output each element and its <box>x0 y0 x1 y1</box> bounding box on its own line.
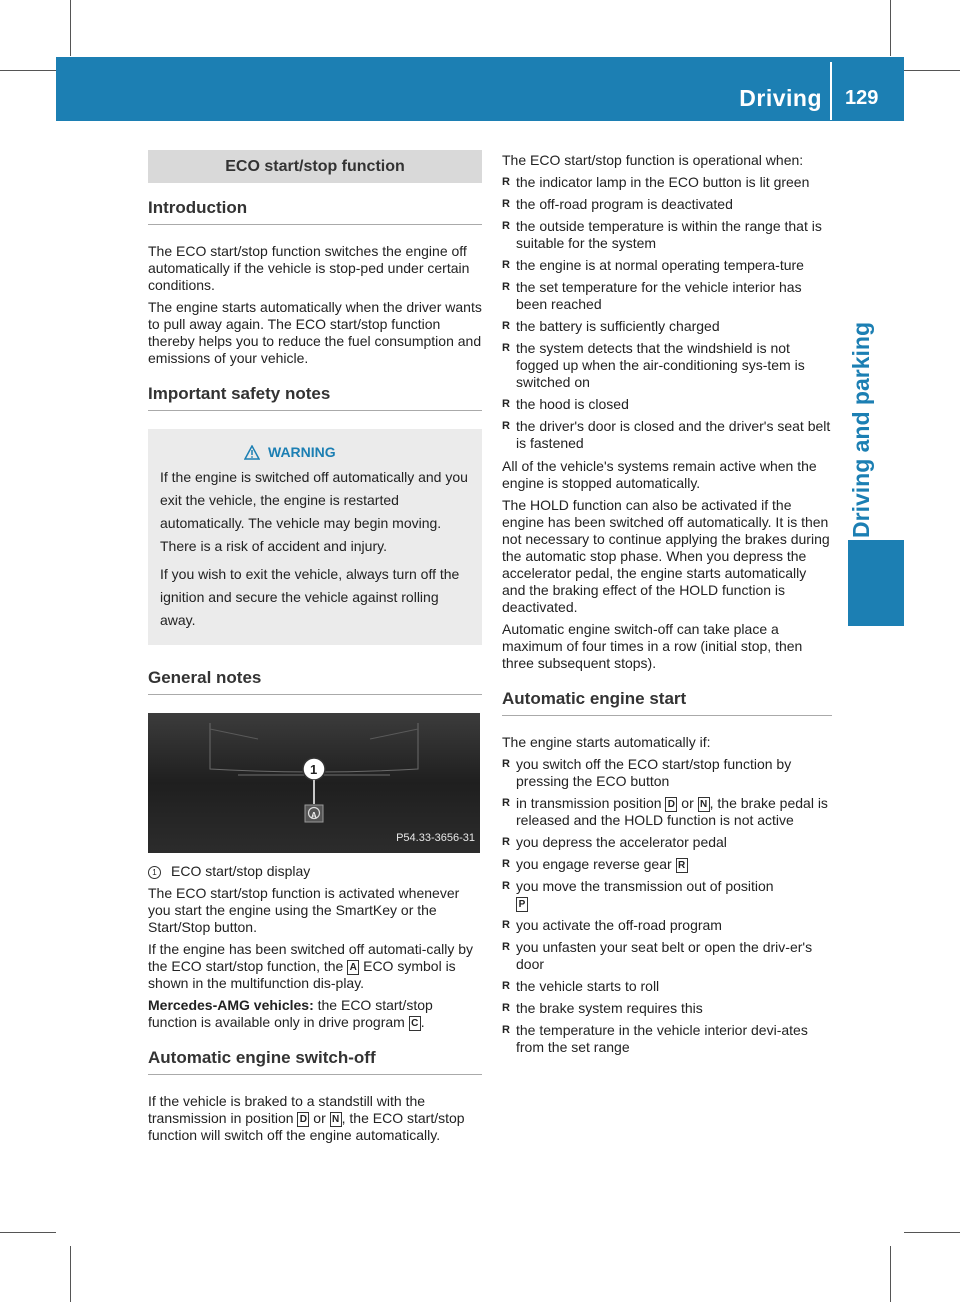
start-list <box>502 756 832 1056</box>
heading-safety-notes: Important safety notes <box>148 385 482 411</box>
hold-paragraph: The HOLD function can also be activated if the engine has been switched off automatically. It is then not necessary to continue applying the brakes during the automatic stop phase. When you depress the accelerator pedal, the engine starts automatically and the braking effect of the HOLD function is deactivated. <box>502 497 830 615</box>
operational-intro: The ECO start/stop function is operational when: <box>502 152 804 168</box>
section-title: ECO start/stop function <box>148 150 482 183</box>
eco-symbol-key: A <box>347 960 359 975</box>
right-column <box>502 152 832 1062</box>
list-item: R the system detects that the windshield is not fogged up when the air-conditioning sys-tem is switched on <box>502 340 832 391</box>
heading-engine-start: Automatic engine start <box>502 690 832 716</box>
warning-title: WARNING <box>160 441 470 464</box>
image-reference: P54.33-3656-31 <box>396 832 475 844</box>
max-stops-paragraph: Automatic engine switch-off can take place a maximum of four times in a row (initial stop, then three subsequent stops). <box>502 621 803 671</box>
list-item: R the hood is closed <box>502 396 832 413</box>
crop-mark <box>890 0 891 56</box>
list-item: R you unfasten your seat belt or open the driv-er's door <box>502 939 832 973</box>
callout-marker: 1 <box>148 866 161 879</box>
image-callout-number: 1 <box>310 762 318 777</box>
list-item: R the set temperature for the vehicle interior has been reached <box>502 279 832 313</box>
operational-list <box>502 174 832 452</box>
gear-p-key: P <box>516 897 528 912</box>
list-item: R the battery is sufficiently charged <box>502 318 832 335</box>
list-item: R the vehicle starts to roll <box>502 978 832 995</box>
heading-general-notes: General notes <box>148 669 482 695</box>
general-paragraph-2: If the engine has been switched off automati-cally by the ECO start/stop function, the A ECO symbol is shown in the multifunction dis-play. <box>148 941 474 991</box>
list-item: R the outside temperature is within the range that is suitable for the system <box>502 218 832 252</box>
general-paragraph-1: The ECO start/stop function is activated whenever you start the engine using the SmartKey or the Start/Stop button. <box>148 885 460 935</box>
gear-r-key: R <box>676 858 688 873</box>
active-systems-paragraph: All of the vehicle's systems remain active when the engine is stopped automatically. <box>502 458 817 491</box>
callout-caption: 1 ECO start/stop display <box>148 863 482 880</box>
crop-mark <box>70 0 71 56</box>
gear-d-key: D <box>297 1112 309 1127</box>
side-tab-marker <box>848 540 904 626</box>
list-item: R the driver's door is closed and the driver's seat belt is fastened <box>502 418 832 452</box>
intro-paragraph-2: The engine starts automatically when the driver wants to pull away again. The ECO start/stop function thereby helps you to reduce the fuel consumption and emissions of your vehicle. <box>148 299 482 366</box>
start-intro: The engine starts automatically if: <box>502 734 711 750</box>
list-item: R you activate the off-road program <box>502 917 832 934</box>
warning-triangle-icon <box>244 445 260 460</box>
crop-mark <box>890 1246 891 1302</box>
crop-mark <box>904 70 960 71</box>
list-item: R you engage reverse gear R <box>502 856 832 873</box>
gear-n-key: N <box>698 797 710 812</box>
amg-paragraph: Mercedes-AMG vehicles: the ECO start/stop function is available only in drive program C . <box>148 997 433 1030</box>
crop-mark <box>0 70 56 71</box>
heading-introduction: Introduction <box>148 199 482 225</box>
warning-paragraph-1: If the engine is switched off automatically and you exit the vehicle, the engine is restarted automatically. The vehicle may begin moving. There is a risk of accident and injury. <box>160 469 468 554</box>
image-eco-glyph: A <box>311 811 317 820</box>
list-item: R the off-road program is deactivated <box>502 196 832 213</box>
list-item: R you switch off the ECO start/stop function by pressing the ECO button <box>502 756 832 790</box>
header-separator <box>830 62 832 120</box>
page-number: 129 <box>845 87 879 109</box>
list-item: R the brake system requires this <box>502 1000 832 1017</box>
warning-paragraph-2: If you wish to exit the vehicle, always turn off the ignition and secure the vehicle against rolling away. <box>160 566 460 628</box>
eco-display-image <box>148 713 480 853</box>
crop-mark <box>904 1232 960 1233</box>
gear-n-key: N <box>330 1112 342 1127</box>
switch-off-paragraph: If the vehicle is braked to a standstill with the transmission in position D or N , the ECO start/stop function will switch off the engine automatically. <box>148 1093 465 1143</box>
list-item: R you depress the accelerator pedal <box>502 834 832 851</box>
list-item: R the engine is at normal operating tempera-ture <box>502 257 832 274</box>
list-item: R in transmission position D or N , the brake pedal is released and the HOLD function is not active <box>502 795 832 829</box>
crop-mark <box>0 1232 56 1233</box>
drive-program-c-key: C <box>409 1016 421 1031</box>
gear-d-key: D <box>665 797 677 812</box>
list-item: R the temperature in the vehicle interior devi-ates from the set range <box>502 1022 832 1056</box>
warning-box <box>148 429 482 645</box>
left-column <box>148 150 482 1149</box>
intro-paragraph-1: The ECO start/stop function switches the engine off automatically if the vehicle is stop-ped under certain conditions. <box>148 243 470 293</box>
list-item: R you move the transmission out of position P <box>502 878 832 912</box>
chapter-title: Driving <box>739 85 822 111</box>
heading-engine-switch-off: Automatic engine switch-off <box>148 1049 482 1075</box>
crop-mark <box>70 1246 71 1302</box>
list-item: R the indicator lamp in the ECO button is lit green <box>502 174 832 191</box>
